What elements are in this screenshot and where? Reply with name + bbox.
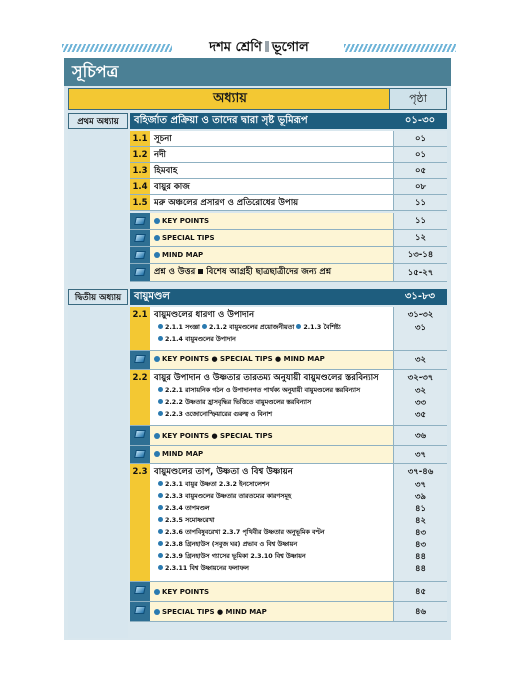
extra-marker: [130, 582, 150, 601]
page-cell: ০৮: [393, 179, 447, 194]
bullet-icon: [154, 356, 160, 362]
page-cell: ০১: [393, 147, 447, 162]
page-cell: ৪৫: [393, 582, 447, 601]
subsection-line: 2.3.1 বায়ুর উষ্ণতা 2.3.2 ইনসোলেশন: [158, 480, 269, 490]
bullet-icon: [158, 411, 163, 416]
contents-title: সূচিপত্র: [72, 62, 119, 81]
section-number: 1.5: [130, 195, 150, 210]
bullet-icon: [154, 252, 160, 258]
bullet-icon: [154, 235, 160, 241]
column-chapter: অধ্যায়: [213, 91, 247, 106]
extra-marker: [130, 264, 150, 281]
page-cell: ১২: [393, 230, 447, 246]
section-number: 2.2: [130, 370, 150, 425]
page-cell: ১৫-২৭: [393, 264, 447, 281]
section-title: বায়ুমণ্ডলের ধারণা ও উপাদান: [154, 310, 255, 320]
extra-title: SPECIAL TIPS: [154, 230, 215, 246]
book-icon: [134, 268, 146, 276]
page-cell: ৩২: [393, 351, 447, 369]
section-title: বায়ুর কাজ: [154, 182, 190, 192]
section-title: বায়ুমণ্ডলের তাপ, উষ্ণতা ও বিশ্ব উষ্ণায়ন: [154, 467, 293, 477]
book-icon: [134, 355, 146, 363]
book-icon: [134, 450, 146, 458]
section-title: বায়ুর উপাদান ও উষ্ণতার তারতম্য অনুযায়ী বায়ুমণ্ডলের স্তরবিন্যাস: [154, 373, 379, 383]
column-header: [68, 88, 447, 110]
toc-section-block[interactable]: [130, 464, 447, 582]
header-hatch-right: [344, 44, 456, 52]
header-divider: [265, 41, 269, 52]
extra-title: KEY POINTS ● SPECIAL TIPS ● MIND MAP: [154, 351, 325, 367]
extra-marker: [130, 602, 150, 621]
book-icon: [134, 217, 146, 225]
chapter2-label: দ্বিতীয় অধ্যায়: [68, 289, 128, 305]
page-cell: ৩৭-৪৬ ৩৭ ৩৯ ৪১ ৪২ ৪৩ ৪৩ ৪৪ ৪৪: [393, 464, 447, 581]
bullet-icon: [158, 481, 163, 486]
chapter2-pages: ৩১-৮৩: [404, 291, 436, 302]
header-title: [178, 40, 340, 56]
section-title: সূচনা: [154, 134, 172, 144]
toc-section-block[interactable]: [130, 307, 447, 351]
bullet-icon: [154, 433, 160, 439]
subsection-line: 2.3.8 গ্রিনহাউস (সবুজ ঘর) প্রভাব ও বিশ্ব উষ্ণায়ন: [158, 540, 297, 550]
toc-section-block[interactable]: [130, 370, 447, 426]
bullet-icon: [202, 324, 207, 329]
section-number: 1.4: [130, 179, 150, 194]
subsection-line: 2.3.6 তাপবিষুবরেখা 2.3.7 পৃথিবীর উষ্ণতার অনুভূমিক বণ্টন: [158, 528, 324, 538]
toc-extra-row[interactable]: [130, 213, 447, 230]
section-number: 1.2: [130, 147, 150, 162]
subsection-line: 2.2.2 উষ্ণতার হ্রাসবৃদ্ধির ভিত্তিতে বায়ুমণ্ডলের স্তরবিন্যাস: [158, 398, 311, 408]
bullet-icon: [154, 451, 160, 457]
section-title: নদী: [154, 150, 166, 160]
extra-title: MIND MAP: [154, 247, 203, 263]
page-cell: ৩৭: [393, 446, 447, 463]
page-cell: ১৩-১৪: [393, 247, 447, 263]
page-cell: ১১: [393, 213, 447, 229]
toc-extra-row[interactable]: [130, 446, 447, 464]
contents-title-band: [64, 58, 451, 86]
chapter1-band[interactable]: [130, 113, 447, 129]
bullet-icon: [158, 565, 163, 570]
left-column-ch1: [68, 113, 128, 285]
page-cell: ৩১-৩২ ৩১: [393, 307, 447, 350]
toc-extra-row[interactable]: [130, 247, 447, 264]
subsection-line: 2.1.4 বায়ুমণ্ডলের উপাদান: [158, 335, 236, 345]
extra-marker: [130, 213, 150, 229]
page-cell: ৪৬: [393, 602, 447, 621]
book-icon: [134, 251, 146, 259]
column-page: পৃষ্ঠা: [389, 89, 446, 109]
bullet-icon: [158, 541, 163, 546]
page-cell: ১১: [393, 195, 447, 210]
section-title: হিমবাহ: [154, 166, 178, 176]
chapter1-title: বহির্জাত প্রক্রিয়া ও তাদের দ্বারা সৃষ্ট ভূমিরূপ: [134, 115, 308, 126]
section-number: 2.1: [130, 307, 150, 350]
toc-qa-row[interactable]: [130, 264, 447, 282]
bullet-icon: [158, 324, 163, 329]
subsection-line: 2.3.9 গ্রিনহাউস গ্যাসের ভূমিকা 2.3.10 বিশ্ব উষ্ণায়ন: [158, 552, 306, 562]
extra-title: KEY POINTS: [154, 213, 209, 229]
bullet-icon: [158, 505, 163, 510]
class-label: দশম শ্রেণি: [209, 40, 262, 55]
book-icon: [134, 606, 146, 614]
bullet-icon: [296, 324, 301, 329]
bullet-icon: [158, 517, 163, 522]
book-icon: [134, 234, 146, 242]
subsection-line: 2.2.3 ওজোনোস্ফিয়ারের গুরুত্ব ও বিনাশ: [158, 410, 272, 420]
page-cell: ০৫: [393, 163, 447, 178]
subsection-line: 2.2.1 রাসায়নিক গঠন ও উপাদানগত পার্থক্য অনুযায়ী বায়ুমণ্ডলের স্তরবিন্যাস: [158, 386, 360, 396]
extra-marker: [130, 446, 150, 463]
section-title: মরু অঞ্চলের প্রসারণ ও প্রতিরোধের উপায়: [154, 198, 299, 208]
toc-row[interactable]: [130, 179, 447, 195]
subsection-line: 2.3.3 বায়ুমণ্ডলের উষ্ণতার তারতম্যের কারণসমূহ: [158, 492, 291, 502]
extra-title: KEY POINTS: [154, 584, 209, 600]
subsection-line: 2.1.1 সংজ্ঞা 2.1.2 বায়ুমণ্ডলের প্রয়োজনীয়তা 2.1.3 বৈশিষ্ট্য: [158, 323, 341, 333]
qa-title: প্রশ্ন ও উত্তর বিশেষ আগ্রহী ছাত্রছাত্রীদের জন্য প্রশ্ন: [154, 267, 332, 277]
bullet-icon: [158, 553, 163, 558]
section-number: 2.3: [130, 464, 150, 581]
extra-marker: [130, 230, 150, 246]
contents-panel: [64, 58, 451, 640]
subsection-line: 2.3.4 তাপমণ্ডল: [158, 504, 209, 514]
header-hatch-left: [62, 44, 172, 52]
bullet-icon: [158, 493, 163, 498]
book-icon: [134, 430, 146, 438]
extra-marker: [130, 351, 150, 369]
chapter1-label: প্রথম অধ্যায়: [68, 113, 128, 129]
extra-marker: [130, 247, 150, 263]
extra-title: SPECIAL TIPS ● MIND MAP: [154, 604, 267, 620]
bullet-icon: [154, 609, 160, 615]
square-bullet-icon: [198, 269, 203, 274]
bullet-icon: [154, 218, 160, 224]
section-number: 1.3: [130, 163, 150, 178]
bullet-icon: [154, 589, 160, 595]
toc-extra-row[interactable]: [130, 426, 447, 446]
page-cell: ০১: [393, 131, 447, 146]
subsection-line: 2.3.5 সমোষ্ণরেখা: [158, 516, 215, 526]
subject-label: ভূগোল: [271, 40, 309, 55]
toc-row[interactable]: [130, 195, 447, 211]
extra-title: KEY POINTS ● SPECIAL TIPS: [154, 428, 273, 444]
book-icon: [134, 586, 146, 594]
page-cell: ৩২-৩৭ ৩২ ৩৩ ৩৫: [393, 370, 447, 425]
toc-row[interactable]: [130, 131, 447, 147]
chapter1-pages: ০১-৩০: [404, 115, 436, 126]
extra-title: MIND MAP: [154, 446, 203, 462]
toc-extra-row[interactable]: [130, 582, 447, 602]
subsection-line: 2.3.11 বিশ্ব উষ্ণায়নের ফলাফল: [158, 564, 249, 574]
extra-marker: [130, 426, 150, 445]
toc-extra-row[interactable]: [130, 230, 447, 247]
section-number: 1.1: [130, 131, 150, 146]
toc-extra-row[interactable]: [130, 351, 447, 370]
toc-row[interactable]: [130, 147, 447, 163]
bullet-icon: [158, 387, 163, 392]
bullet-icon: [158, 399, 163, 404]
left-column-ch2: [68, 289, 128, 638]
chapter2-title: বায়ুমণ্ডল: [134, 291, 170, 302]
toc-extra-row[interactable]: [130, 602, 447, 622]
chapter2-band[interactable]: [130, 289, 447, 305]
toc-row[interactable]: [130, 163, 447, 179]
page-cell: ৩৬: [393, 426, 447, 445]
page-header: [62, 40, 456, 56]
bullet-icon: [158, 529, 163, 534]
bullet-icon: [158, 336, 163, 341]
